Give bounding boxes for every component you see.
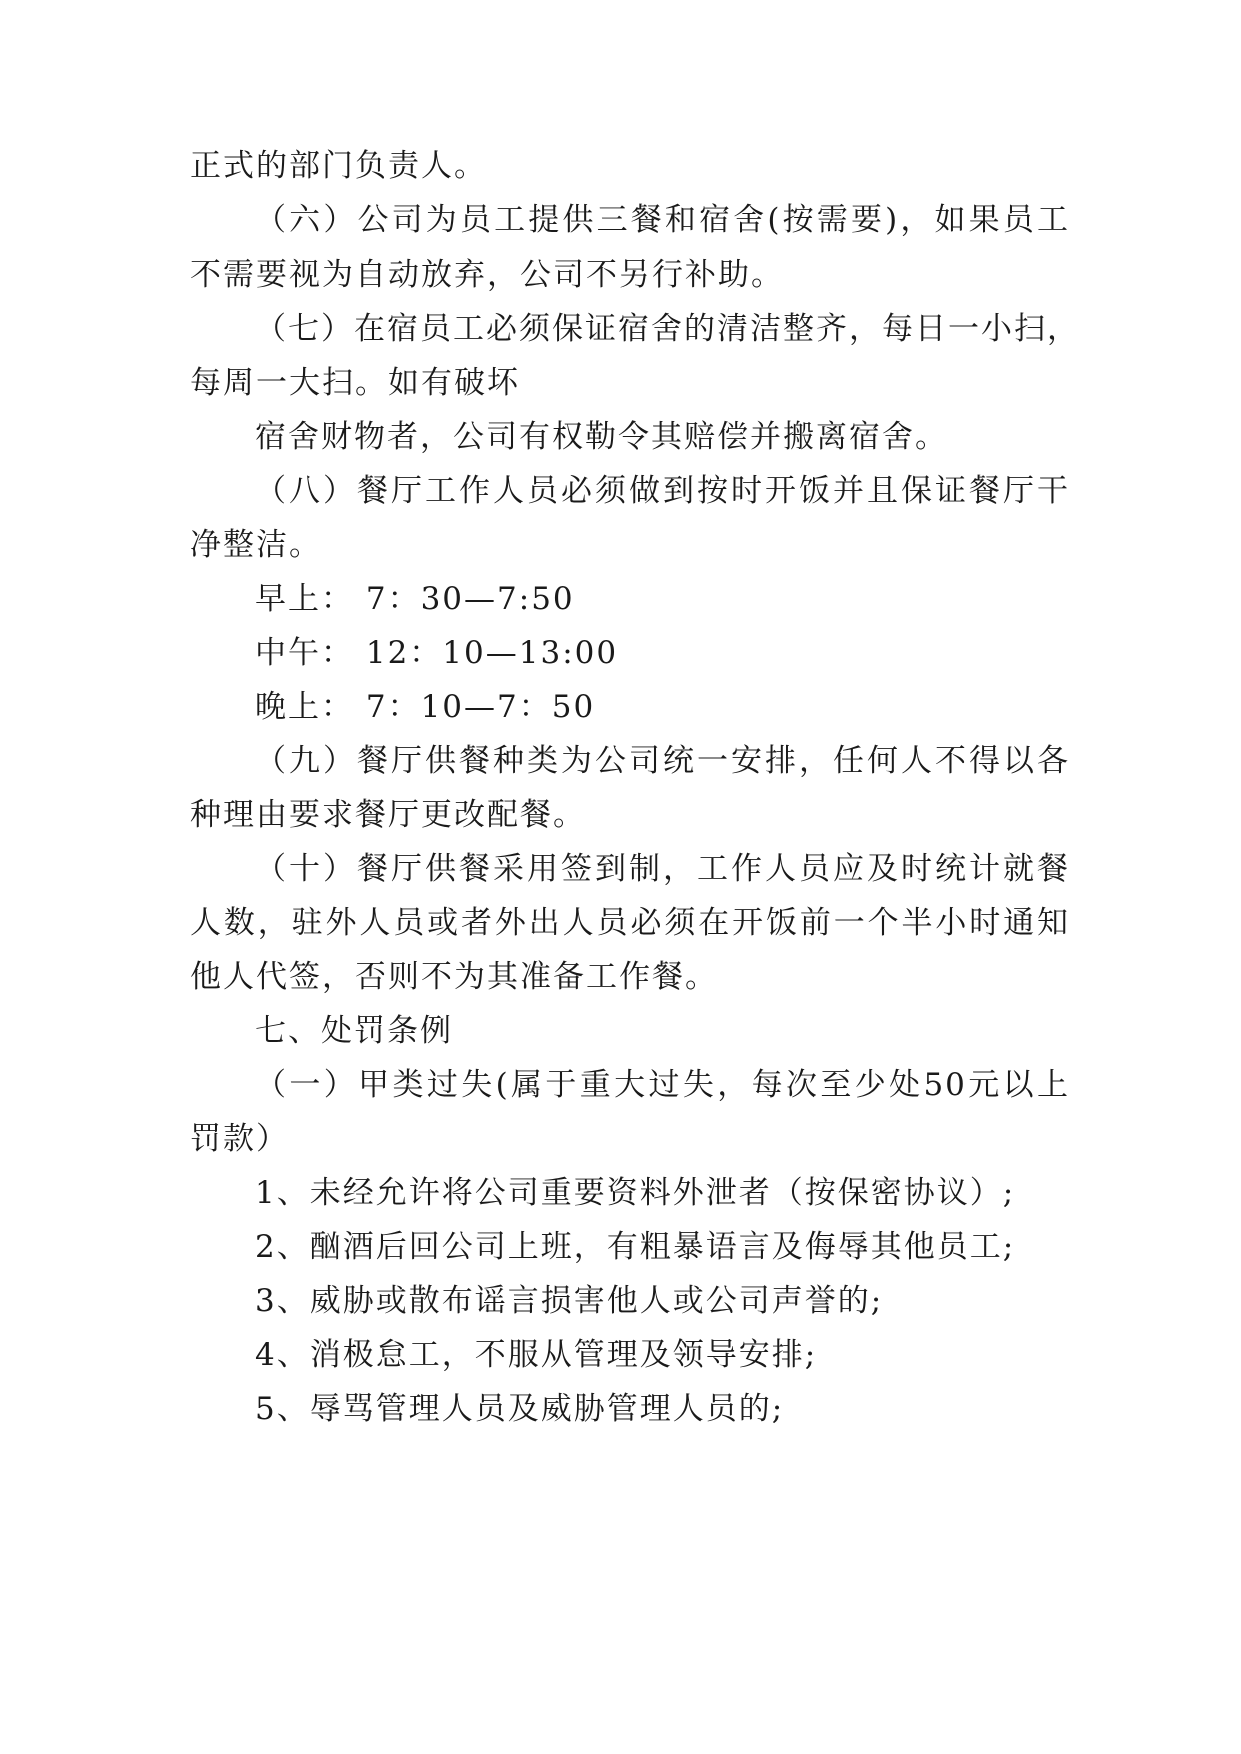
text-line: 他人代签，否则不为其准备工作餐。 [190,959,718,995]
text-line: （一）甲类过失(属于重大过失，每次至少处50元以上 [255,1067,1070,1103]
list-item: 2、酗酒后回公司上班，有粗暴语言及侮辱其他员工; [255,1229,1016,1265]
section-heading: 七、处罚条例 [255,1013,453,1049]
list-item: 1、未经允许将公司重要资料外泄者（按保密协议）; [255,1175,1016,1211]
list-item: 5、辱骂管理人员及威胁管理人员的; [255,1391,785,1427]
text-line: （十）餐厅供餐采用签到制，工作人员应及时统计就餐 [255,851,1070,887]
list-item: 3、威胁或散布谣言损害他人或公司声誉的; [255,1283,884,1319]
text-line: （六）公司为员工提供三餐和宿舍(按需要)，如果员工 [255,202,1070,238]
text-line: 宿舍财物者，公司有权勒令其赔偿并搬离宿舍。 [255,419,948,455]
schedule-line-breakfast: 早上： 7：30—7:50 [255,581,575,617]
text-line: 净整洁。 [190,527,322,563]
schedule-line-lunch: 中午： 12：10—13:00 [255,635,619,671]
text-line: （九）餐厅供餐种类为公司统一安排，任何人不得以各 [255,743,1070,779]
text-line: 正式的部门负责人。 [190,148,487,184]
text-line: 每周一大扫。如有破坏 [190,365,520,401]
text-line: 不需要视为自动放弃，公司不另行补助。 [190,257,784,293]
schedule-line-dinner: 晚上： 7：10—7：50 [255,689,596,725]
text-line: 罚款） [190,1121,289,1157]
text-line: （七）在宿员工必须保证宿舍的清洁整齐，每日一小扫， [255,311,1080,347]
list-item: 4、消极怠工，不服从管理及领导安排; [255,1337,818,1373]
text-line: 人数，驻外人员或者外出人员必须在开饭前一个半小时通知 [190,905,1070,941]
text-line: （八）餐厅工作人员必须做到按时开饭并且保证餐厅干 [255,473,1070,509]
text-line: 种理由要求餐厅更改配餐。 [190,797,586,833]
